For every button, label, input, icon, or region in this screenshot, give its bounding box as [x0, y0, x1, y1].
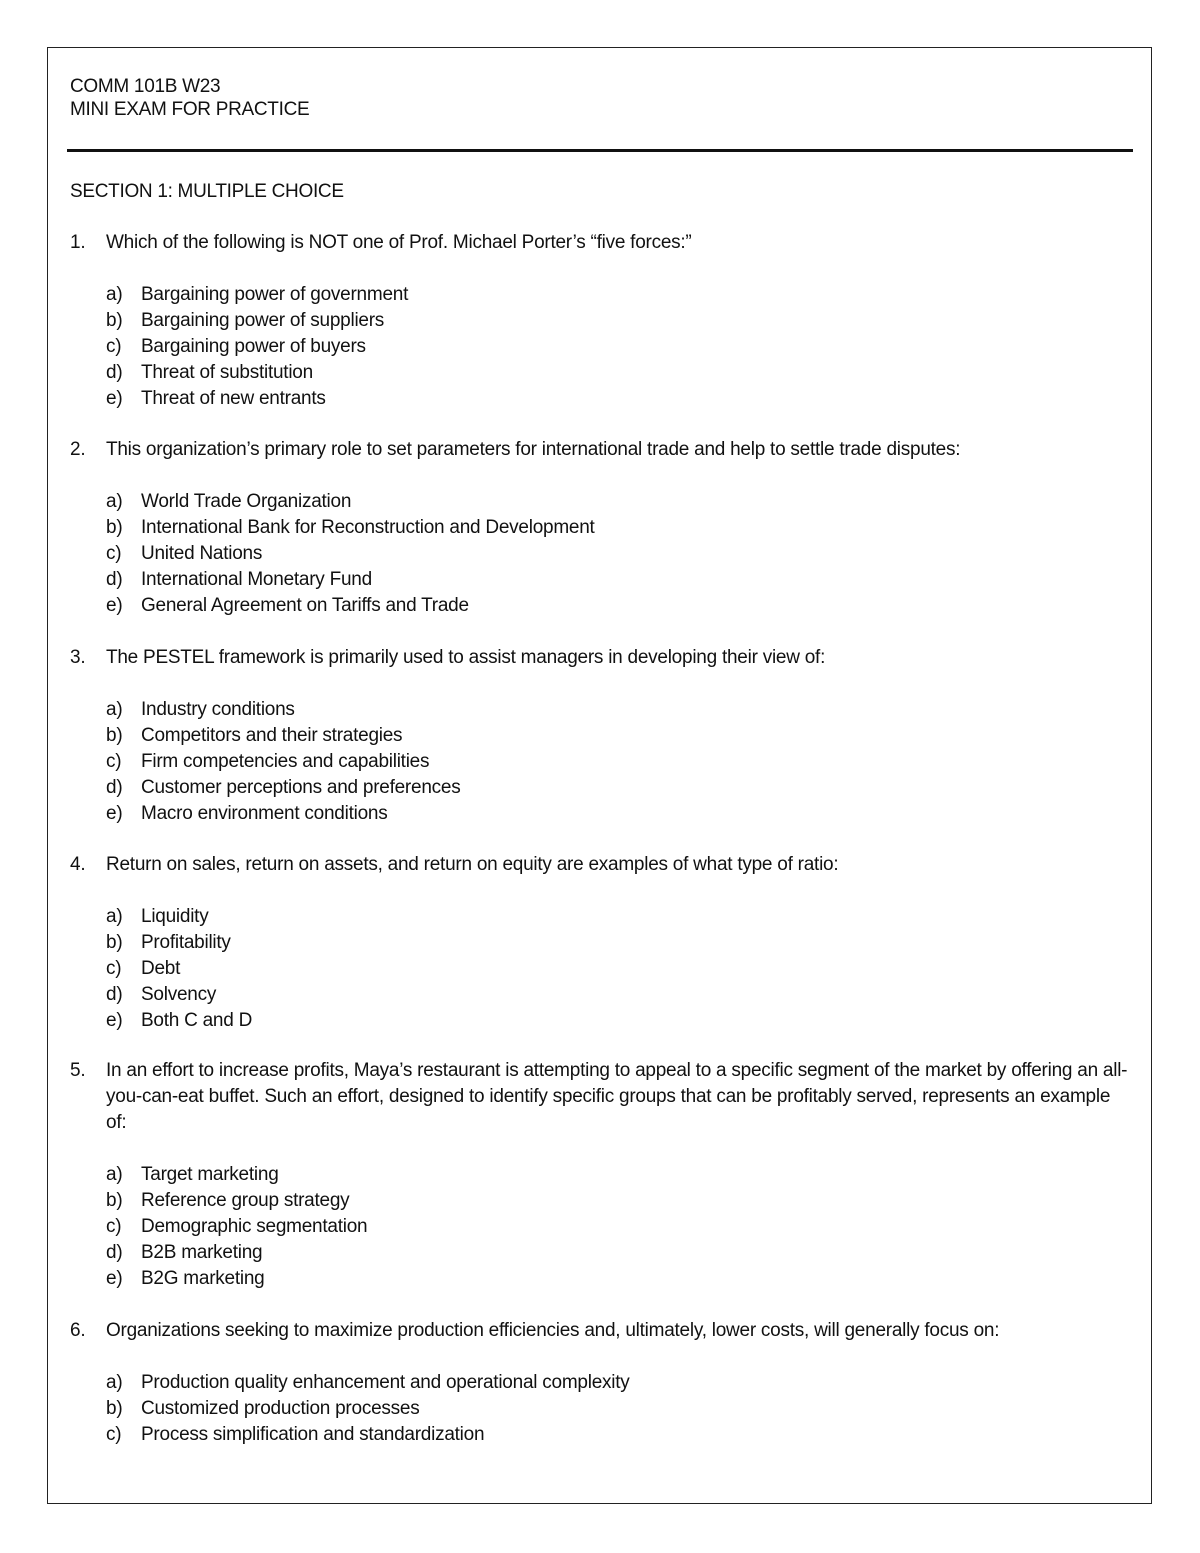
option-letter: b)	[106, 517, 123, 538]
option-text: Bargaining power of government	[141, 284, 409, 305]
question-number: 1.	[70, 232, 86, 253]
option-letter: c)	[106, 336, 122, 357]
document-title: MINI EXAM FOR PRACTICE	[70, 99, 310, 120]
answer-option-b	[106, 1188, 1135, 1214]
option-letter: d)	[106, 777, 123, 798]
answer-option-d	[106, 567, 1135, 593]
option-letter: e)	[106, 1010, 123, 1031]
section-title: SECTION 1: MULTIPLE CHOICE	[70, 181, 344, 202]
question-stem	[70, 852, 1135, 878]
option-text: Debt	[141, 958, 181, 979]
answer-option-b	[106, 515, 1135, 541]
answer-option-d	[106, 982, 1135, 1008]
question-3	[70, 645, 1135, 827]
answer-option-a	[106, 697, 1135, 723]
answer-option-d	[106, 775, 1135, 801]
option-letter: a)	[106, 906, 123, 927]
option-letter: c)	[106, 1216, 122, 1237]
answer-option-d	[106, 360, 1135, 386]
option-text: Threat of substitution	[141, 362, 313, 383]
option-text: Production quality enhancement and operational complexity	[141, 1372, 630, 1393]
option-text: Macro environment conditions	[141, 803, 388, 824]
answer-option-c	[106, 1422, 1135, 1448]
answer-option-c	[106, 749, 1135, 775]
question-stem	[70, 1058, 1135, 1136]
course-code: COMM 101B W23	[70, 76, 221, 97]
option-letter: a)	[106, 1164, 123, 1185]
question-text: The PESTEL framework is primarily used to assist managers in developing their view of:	[106, 647, 826, 668]
question-stem	[70, 645, 1135, 671]
option-letter: e)	[106, 595, 123, 616]
question-text: This organization’s primary role to set parameters for international trade and help to settle trade disputes:	[106, 439, 961, 460]
question-2	[70, 437, 1135, 619]
option-letter: c)	[106, 958, 122, 979]
question-text: Organizations seeking to maximize production efficiencies and, ultimately, lower costs, will generally focus on:	[106, 1320, 1000, 1341]
option-text: Customer perceptions and preferences	[141, 777, 461, 798]
option-text: Reference group strategy	[141, 1190, 350, 1211]
question-text: Return on sales, return on assets, and return on equity are examples of what type of ratio:	[106, 854, 839, 875]
answer-option-c	[106, 1214, 1135, 1240]
option-text: General Agreement on Tariffs and Trade	[141, 595, 469, 616]
answer-option-b	[106, 308, 1135, 334]
option-text: International Monetary Fund	[141, 569, 372, 590]
option-text: Competitors and their strategies	[141, 725, 403, 746]
question-number: 4.	[70, 854, 86, 875]
answer-option-c	[106, 541, 1135, 567]
answer-option-e	[106, 386, 1135, 412]
answer-option-a	[106, 904, 1135, 930]
question-4	[70, 852, 1135, 1034]
answer-options	[70, 282, 1135, 412]
option-letter: e)	[106, 388, 123, 409]
answer-options	[70, 904, 1135, 1034]
option-text: Both C and D	[141, 1010, 253, 1031]
question-number: 5.	[70, 1060, 86, 1081]
answer-option-a	[106, 282, 1135, 308]
option-text: World Trade Organization	[141, 491, 352, 512]
option-text: Customized production processes	[141, 1398, 420, 1419]
answer-options	[70, 1370, 1135, 1448]
option-text: Solvency	[141, 984, 217, 1005]
answer-option-e	[106, 593, 1135, 619]
answer-options	[70, 489, 1135, 619]
option-text: Threat of new entrants	[141, 388, 326, 409]
option-text: B2G marketing	[141, 1268, 265, 1289]
option-text: International Bank for Reconstruction and Development	[141, 517, 595, 538]
option-letter: d)	[106, 1242, 123, 1263]
option-text: United Nations	[141, 543, 263, 564]
answer-option-c	[106, 334, 1135, 360]
answer-options	[70, 1162, 1135, 1292]
question-stem	[70, 230, 1135, 256]
answer-options	[70, 697, 1135, 827]
answer-option-e	[106, 1008, 1135, 1034]
question-number: 6.	[70, 1320, 86, 1341]
option-letter: d)	[106, 984, 123, 1005]
option-letter: c)	[106, 1424, 122, 1445]
answer-option-e	[106, 1266, 1135, 1292]
option-text: Liquidity	[141, 906, 209, 927]
question-6	[70, 1318, 1135, 1448]
option-text: Process simplification and standardization	[141, 1424, 485, 1445]
option-letter: b)	[106, 1398, 123, 1419]
option-letter: b)	[106, 932, 123, 953]
question-5	[70, 1058, 1135, 1292]
option-text: Bargaining power of buyers	[141, 336, 366, 357]
question-1	[70, 230, 1135, 412]
answer-option-b	[106, 723, 1135, 749]
option-letter: c)	[106, 751, 122, 772]
question-number: 2.	[70, 439, 86, 460]
answer-option-c	[106, 956, 1135, 982]
option-letter: b)	[106, 310, 123, 331]
option-letter: b)	[106, 725, 123, 746]
option-letter: e)	[106, 1268, 123, 1289]
header-divider	[67, 149, 1133, 152]
answer-option-e	[106, 801, 1135, 827]
question-number: 3.	[70, 647, 86, 668]
question-stem	[70, 437, 1135, 463]
option-letter: d)	[106, 569, 123, 590]
option-letter: a)	[106, 1372, 123, 1393]
option-letter: a)	[106, 284, 123, 305]
option-text: Target marketing	[141, 1164, 279, 1185]
option-letter: e)	[106, 803, 123, 824]
option-text: B2B marketing	[141, 1242, 263, 1263]
option-text: Bargaining power of suppliers	[141, 310, 385, 331]
answer-option-a	[106, 1370, 1135, 1396]
answer-option-b	[106, 1396, 1135, 1422]
option-letter: a)	[106, 699, 123, 720]
option-text: Profitability	[141, 932, 231, 953]
question-text: Which of the following is NOT one of Prof. Michael Porter’s “five forces:”	[106, 232, 692, 253]
question-stem	[70, 1318, 1135, 1344]
document-header	[70, 75, 309, 121]
option-letter: a)	[106, 491, 123, 512]
option-letter: c)	[106, 543, 122, 564]
answer-option-a	[106, 489, 1135, 515]
option-text: Firm competencies and capabilities	[141, 751, 430, 772]
option-letter: b)	[106, 1190, 123, 1211]
question-text: In an effort to increase profits, Maya’s restaurant is attempting to appeal to a specific segment of the market by offering an all-you-can-eat buffet. Such an effort, designed to identify specific groups that can be profitably served, represents an example of:	[106, 1060, 1128, 1133]
answer-option-b	[106, 930, 1135, 956]
option-letter: d)	[106, 362, 123, 383]
option-text: Demographic segmentation	[141, 1216, 368, 1237]
answer-option-d	[106, 1240, 1135, 1266]
answer-option-a	[106, 1162, 1135, 1188]
option-text: Industry conditions	[141, 699, 295, 720]
